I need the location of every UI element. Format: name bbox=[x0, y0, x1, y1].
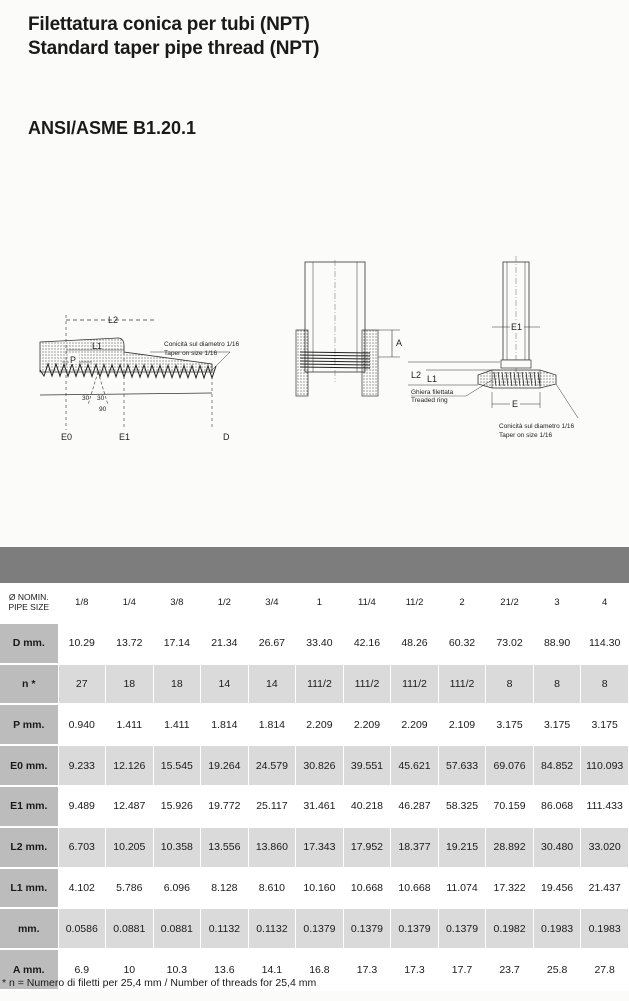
table-cell: 3.175 bbox=[486, 704, 534, 745]
taper-note-en: Taper on size 1/16 bbox=[164, 350, 218, 357]
table-cell: 70.159 bbox=[486, 786, 534, 827]
table-cell: 21.437 bbox=[581, 868, 629, 909]
table-cell: 6.096 bbox=[153, 868, 201, 909]
table-cell: 12.126 bbox=[106, 745, 154, 786]
taper-note-it: Conicità sul diametro 1/16 bbox=[164, 341, 240, 348]
table-cell: 31.461 bbox=[296, 786, 344, 827]
table-cell: 1.411 bbox=[106, 704, 154, 745]
table-cell: 18.377 bbox=[391, 827, 439, 868]
table-cell: 25.117 bbox=[248, 786, 296, 827]
table-cell: 10.160 bbox=[296, 868, 344, 909]
header-size-cell: 1/2 bbox=[201, 583, 249, 623]
table-cell: 24.579 bbox=[248, 745, 296, 786]
header-size-cell: 2 bbox=[438, 583, 486, 623]
header-size-cell: 1 bbox=[296, 583, 344, 623]
table-cell: 13.72 bbox=[106, 623, 154, 664]
header-size-cell: 21/2 bbox=[486, 583, 534, 623]
table-cell: 57.633 bbox=[438, 745, 486, 786]
row-label: n * bbox=[0, 664, 58, 705]
table-cell: 10.205 bbox=[106, 827, 154, 868]
table-cell: 26.67 bbox=[248, 623, 296, 664]
table-cell: 30.826 bbox=[296, 745, 344, 786]
table-cell: 14.1 bbox=[248, 949, 296, 990]
npt-spec-table bbox=[0, 583, 629, 991]
label-d: D bbox=[223, 432, 230, 442]
label-gauge-e: E bbox=[512, 399, 519, 409]
label-l1: L1 bbox=[92, 341, 103, 351]
table-cell: 19.456 bbox=[533, 868, 581, 909]
table-cell: 30.480 bbox=[533, 827, 581, 868]
table-cell: 15.545 bbox=[153, 745, 201, 786]
table-cell: 111/2 bbox=[343, 664, 391, 705]
thread-profile-diagram bbox=[40, 315, 240, 442]
angle-90: 90 bbox=[99, 406, 107, 413]
header-size-cell: 3/8 bbox=[153, 583, 201, 623]
label-gauge-l2: L2 bbox=[411, 370, 422, 380]
row-label: L2 mm. bbox=[0, 827, 58, 868]
table-cell: 3.175 bbox=[533, 704, 581, 745]
row-label: mm. bbox=[0, 908, 58, 949]
table-cell: 33.40 bbox=[296, 623, 344, 664]
table-cell: 17.952 bbox=[343, 827, 391, 868]
table-cell: 0.1983 bbox=[533, 908, 581, 949]
table-cell: 8.610 bbox=[248, 868, 296, 909]
table-cell: 17.322 bbox=[486, 868, 534, 909]
header-size-cell: 1/8 bbox=[58, 583, 106, 623]
table-cell: 46.287 bbox=[391, 786, 439, 827]
table-cell: 84.852 bbox=[533, 745, 581, 786]
table-cell: 15.926 bbox=[153, 786, 201, 827]
table-cell: 17.3 bbox=[343, 949, 391, 990]
table-cell: 4.102 bbox=[58, 868, 106, 909]
gauge-diagram bbox=[408, 256, 578, 439]
table-cell: 2.209 bbox=[391, 704, 439, 745]
header-size-cell: 3/4 bbox=[248, 583, 296, 623]
table-cell: 111/2 bbox=[438, 664, 486, 705]
table-cell: 2.209 bbox=[296, 704, 344, 745]
table-cell: 14 bbox=[201, 664, 249, 705]
table-cell: 0.1379 bbox=[296, 908, 344, 949]
table-cell: 111.433 bbox=[581, 786, 629, 827]
table-cell: 0.0586 bbox=[58, 908, 106, 949]
row-label: E0 mm. bbox=[0, 745, 58, 786]
table-cell: 8 bbox=[581, 664, 629, 705]
table-cell: 8.128 bbox=[201, 868, 249, 909]
table-cell: 0.1379 bbox=[391, 908, 439, 949]
label-a: A bbox=[396, 338, 403, 348]
table-row bbox=[0, 704, 629, 745]
header-size-cell: 3 bbox=[533, 583, 581, 623]
table-cell: 10.358 bbox=[153, 827, 201, 868]
angle-30-b: 30 bbox=[97, 395, 105, 402]
header-size-cell: 4 bbox=[581, 583, 629, 623]
table-row bbox=[0, 623, 629, 664]
table-cell: 8 bbox=[533, 664, 581, 705]
table-cell: 0.1132 bbox=[201, 908, 249, 949]
table-cell: 5.786 bbox=[106, 868, 154, 909]
table-row bbox=[0, 786, 629, 827]
table-cell: 2.209 bbox=[343, 704, 391, 745]
table-cell: 2.109 bbox=[438, 704, 486, 745]
table-cell: 6.703 bbox=[58, 827, 106, 868]
table-cell: 0.1379 bbox=[343, 908, 391, 949]
label-l2: L2 bbox=[108, 315, 119, 325]
table-cell: 13.6 bbox=[201, 949, 249, 990]
table-cell: 0.1982 bbox=[486, 908, 534, 949]
table-cell: 0.1983 bbox=[581, 908, 629, 949]
label-gauge-l1: L1 bbox=[427, 374, 438, 384]
table-cell: 17.3 bbox=[391, 949, 439, 990]
table-cell: 114.30 bbox=[581, 623, 629, 664]
angle-30-a: 30 bbox=[82, 395, 90, 402]
table-cell: 18 bbox=[153, 664, 201, 705]
header-pipe-size-label bbox=[0, 583, 58, 623]
label-e1: E1 bbox=[119, 432, 131, 442]
table-cell: 13.556 bbox=[201, 827, 249, 868]
row-label: P mm. bbox=[0, 704, 58, 745]
table-cell: 12.487 bbox=[106, 786, 154, 827]
table-cell: 14 bbox=[248, 664, 296, 705]
footnote: * n = Numero di filetti per 25,4 mm / Number of threads for 25,4 mm bbox=[2, 977, 317, 989]
table-cell: 18 bbox=[106, 664, 154, 705]
table-cell: 0.1132 bbox=[248, 908, 296, 949]
table-cell: 110.093 bbox=[581, 745, 629, 786]
table-cell: 10.668 bbox=[391, 868, 439, 909]
table-cell: 6.9 bbox=[58, 949, 106, 990]
table-cell: 19.215 bbox=[438, 827, 486, 868]
label-gauge-e1: E1 bbox=[511, 322, 523, 332]
table-cell: 73.02 bbox=[486, 623, 534, 664]
table-cell: 0.940 bbox=[58, 704, 106, 745]
title-italian: Filettatura conica per tubi (NPT) bbox=[28, 14, 310, 35]
table-cell: 48.26 bbox=[391, 623, 439, 664]
table-cell: 0.0881 bbox=[106, 908, 154, 949]
table-cell: 11.074 bbox=[438, 868, 486, 909]
header-size-cell: 1/4 bbox=[106, 583, 154, 623]
header-label-line1: Ø NOMIN. bbox=[8, 592, 49, 603]
table-cell: 27 bbox=[58, 664, 106, 705]
ring-note-it: Ghiera filettata bbox=[411, 389, 454, 396]
header-size-cell: 11/4 bbox=[343, 583, 391, 623]
table-top-band bbox=[0, 547, 629, 583]
row-label: D mm. bbox=[0, 623, 58, 664]
table-cell: 3.175 bbox=[581, 704, 629, 745]
row-label: A mm. bbox=[0, 949, 58, 990]
table-cell: 0.1379 bbox=[438, 908, 486, 949]
table-cell: 21.34 bbox=[201, 623, 249, 664]
table-cell: 28.892 bbox=[486, 827, 534, 868]
table-cell: 1.411 bbox=[153, 704, 201, 745]
table-cell: 0.0881 bbox=[153, 908, 201, 949]
table-row bbox=[0, 827, 629, 868]
table-cell: 9.489 bbox=[58, 786, 106, 827]
table-row bbox=[0, 908, 629, 949]
table-cell: 10.668 bbox=[343, 868, 391, 909]
table-cell: 60.32 bbox=[438, 623, 486, 664]
title-english: Standard taper pipe thread (NPT) bbox=[28, 38, 320, 59]
table-cell: 58.325 bbox=[438, 786, 486, 827]
table-cell: 40.218 bbox=[343, 786, 391, 827]
table-cell: 1.814 bbox=[201, 704, 249, 745]
gauge-taper-en: Taper on size 1/16 bbox=[499, 432, 553, 439]
table-cell: 45.621 bbox=[391, 745, 439, 786]
table-cell: 88.90 bbox=[533, 623, 581, 664]
table-cell: 111/2 bbox=[391, 664, 439, 705]
header-label-line2: PIPE SIZE bbox=[8, 602, 50, 613]
table-cell: 33.020 bbox=[581, 827, 629, 868]
table-cell: 19.264 bbox=[201, 745, 249, 786]
table-cell: 13.860 bbox=[248, 827, 296, 868]
table-cell: 17.343 bbox=[296, 827, 344, 868]
table-cell: 10 bbox=[106, 949, 154, 990]
table-cell: 111/2 bbox=[296, 664, 344, 705]
table-cell: 17.7 bbox=[438, 949, 486, 990]
header-size-cell: 11/2 bbox=[391, 583, 439, 623]
gauge-taper-it: Conicità sul diametro 1/16 bbox=[499, 423, 575, 430]
label-p: P bbox=[70, 355, 77, 365]
row-label: L1 mm. bbox=[0, 868, 58, 909]
table-cell: 25.8 bbox=[533, 949, 581, 990]
pipe-fitting-diagram bbox=[296, 260, 402, 396]
row-label: E1 mm. bbox=[0, 786, 58, 827]
table-cell: 16.8 bbox=[296, 949, 344, 990]
table-cell: 86.068 bbox=[533, 786, 581, 827]
table-row bbox=[0, 868, 629, 909]
table-cell: 9.233 bbox=[58, 745, 106, 786]
table-cell: 39.551 bbox=[343, 745, 391, 786]
table-cell: 69.076 bbox=[486, 745, 534, 786]
standard-code: ANSI/ASME B1.20.1 bbox=[28, 118, 197, 138]
table-header-row bbox=[0, 583, 629, 623]
table-row bbox=[0, 745, 629, 786]
table-cell: 19.772 bbox=[201, 786, 249, 827]
table-cell: 23.7 bbox=[486, 949, 534, 990]
table-cell: 10.29 bbox=[58, 623, 106, 664]
ring-note-en: Treaded ring bbox=[411, 397, 448, 404]
table-cell: 1.814 bbox=[248, 704, 296, 745]
label-e0: E0 bbox=[61, 432, 73, 442]
table-row bbox=[0, 664, 629, 705]
table-cell: 10.3 bbox=[153, 949, 201, 990]
table-cell: 42.16 bbox=[343, 623, 391, 664]
table-cell: 27.8 bbox=[581, 949, 629, 990]
table-cell: 17.14 bbox=[153, 623, 201, 664]
table-cell: 8 bbox=[486, 664, 534, 705]
